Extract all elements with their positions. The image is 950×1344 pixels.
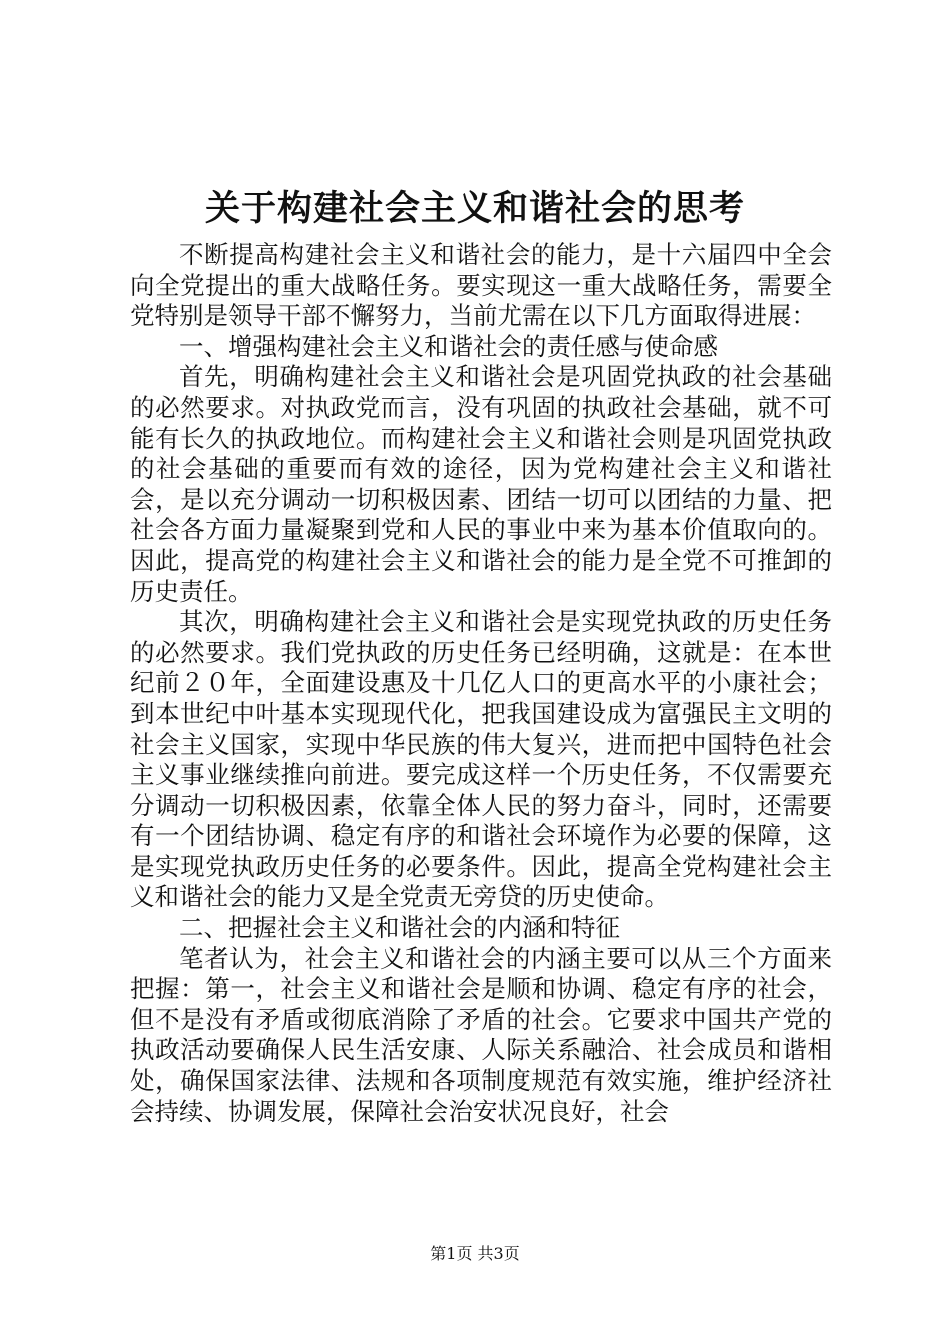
document-body [130, 240, 832, 1127]
section-heading-2: 二、把握社会主义和谐社会的内涵和特征 [179, 913, 620, 943]
page-footer: 第1页 共3页 [430, 1244, 520, 1263]
body-paragraph: 首先，明确构建社会主义和谐社会是巩固党执政的社会基础的必然要求。对执政党而言，没有巩固的执政社会基础，就不可能有长久的执政地位。而构建社会主义和谐社会则是巩固党执政的社会基础的重要而有效的途径，因为党构建社会主义和谐社会，是以充分调动一切积极因素、团结一切可以团结的力量、把社会各方面力量凝聚到党和人民的事业中来为基本价值取向的。因此，提高党的构建社会主义和谐社会的能力是全党不可推卸的历史责任。 [130, 362, 832, 606]
intro-paragraph: 不断提高构建社会主义和谐社会的能力，是十六届四中全会向全党提出的重大战略任务。要实现这一重大战略任务，需要全党特别是领导干部不懈努力，当前尤需在以下几方面取得进展： [130, 240, 832, 331]
section-heading-1: 一、增强构建社会主义和谐社会的责任感与使命感 [179, 331, 718, 361]
document-title: 关于构建社会主义和谐社会的思考 [204, 188, 745, 229]
body-paragraph: 笔者认为，社会主义和谐社会的内涵主要可以从三个方面来把握：第一，社会主义和谐社会是顺和协调、稳定有序的社会，但不是没有矛盾或彻底消除了矛盾的社会。它要求中国共产党的执政活动要确保人民生活安康、人际关系融洽、社会成员和谐相处，确保国家法律、法规和各项制度规范有效实施，维护经济社会持续、协调发展，保障社会治安状况良好，社会 [130, 943, 832, 1126]
body-paragraph: 其次，明确构建社会主义和谐社会是实现党执政的历史任务的必然要求。我们党执政的历史任务已经明确，这就是：在本世纪前２０年，全面建设惠及十几亿人口的更高水平的小康社会；到本世纪中叶基本实现现代化，把我国建设成为富强民主文明的社会主义国家，实现中华民族的伟大复兴，进而把中国特色社会主义事业继续推向前进。要完成这样一个历史任务，不仅需要充分调动一切积极因素，依靠全体人民的努力奋斗，同时，还需要有一个团结协调、稳定有序的和谐社会环境作为必要的保障，这是实现党执政历史任务的必要条件。因此，提高全党构建社会主义和谐社会的能力又是全党责无旁贷的历史使命。 [130, 607, 832, 912]
